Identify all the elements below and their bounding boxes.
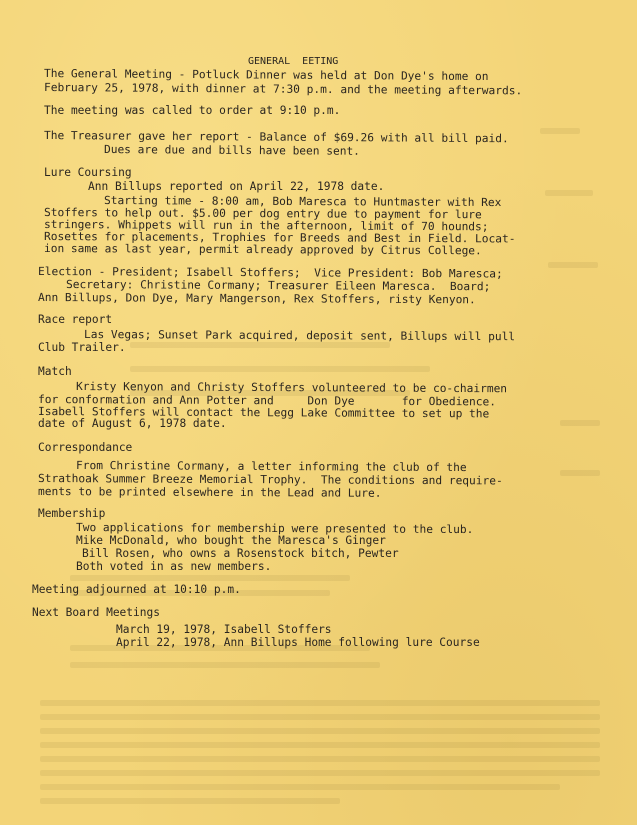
match-line: Isabell Stoffers will contact the Legg Lake Committee to set up the xyxy=(37,405,490,421)
membership-line: Bill Rosen, who owns a Rosenstock bitch, Pewter xyxy=(82,547,399,560)
election-line-2: Secretary: Christine Cormany; Treasurer Eileen Maresca. Board; xyxy=(65,278,491,294)
correspondance-line: From Christine Cormany, a letter informing the club of the xyxy=(75,459,467,475)
treasurer-line-1: The Treasurer gave her report - Balance of $69.26 with all bill paid. xyxy=(43,129,509,146)
lure-coursing-line: Rosettes for placements, Trophies for Breeds and Best in Field. Locat- xyxy=(43,230,516,246)
lure-coursing-heading: Lure Coursing xyxy=(44,166,132,179)
membership-heading: Membership xyxy=(38,507,106,520)
race-report-line: Club Trailer. xyxy=(38,341,126,354)
match-line: for conformation and Ann Potter and Don Dye for Obedience. xyxy=(37,393,497,409)
correspondance-line: Strathoak Summer Breeze Memorial Trophy. The conditions and require- xyxy=(37,472,503,488)
membership-line: Mike McDonald, who bought the Maresca's Ginger xyxy=(76,534,386,547)
lure-coursing-line: Stoffers to help out. $5.00 per dog entry due to payment for lure xyxy=(43,206,482,222)
election-line-1: Election - President; Isabell Stoffers; Vice President: Bob Maresca; xyxy=(37,265,503,281)
intro-line-2: February 25, 1978, with dinner at 7:30 p.m. and the meeting afterwards. xyxy=(43,81,523,98)
lure-coursing-line: ion same as last year, permit already approved by Citrus College. xyxy=(43,242,482,258)
match-line: date of August 6, 1978 date. xyxy=(38,417,227,430)
lure-coursing-line: stringers. Whippets will run in the afternoon, limit of 70 hounds; xyxy=(43,218,489,234)
intro-line-1: The General Meeting - Potluck Dinner was held at Don Dye's home on xyxy=(43,67,489,84)
board-meeting-line: March 19, 1978, Isabell Stoffers xyxy=(116,623,332,636)
race-report-line: Las Vegas; Sunset Park acquired, deposit sent, Billups will pull xyxy=(83,328,516,344)
called-to-order: The meeting was called to order at 9:10 p.m. xyxy=(44,104,341,117)
match-line: Kristy Kenyon and Christy Stoffers volunteered to be co-chairmen xyxy=(75,380,508,396)
membership-line: Two applications for membership were presented to the club. xyxy=(75,521,474,537)
election-line-3: Ann Billups, Don Dye, Mary Mangerson, Rex Stoffers, risty Kenyon. xyxy=(37,291,476,307)
board-meeting-line: April 22, 1978, Ann Billups Home following lure Course xyxy=(116,636,480,649)
board-meetings-heading: Next Board Meetings xyxy=(32,606,160,619)
correspondance-heading: Correspondance xyxy=(38,441,133,454)
treasurer-line-2: Dues are due and bills have been sent. xyxy=(103,143,360,158)
race-report-heading: Race report xyxy=(38,313,113,326)
lure-coursing-line: Ann Billups reported on April 22, 1978 date. xyxy=(88,180,385,193)
lure-coursing-line: Starting time - 8:00 am, Bob Maresca to Huntmaster with Rex xyxy=(103,194,502,210)
meeting-adjourned: Meeting adjourned at 10:10 p.m. xyxy=(32,583,241,596)
membership-line: Both voted in as new members. xyxy=(76,560,272,573)
match-heading: Match xyxy=(38,365,72,378)
document-title: GENERAL EETING xyxy=(248,56,339,67)
correspondance-line: ments to be printed elsewhere in the Lead and Lure. xyxy=(37,485,382,500)
